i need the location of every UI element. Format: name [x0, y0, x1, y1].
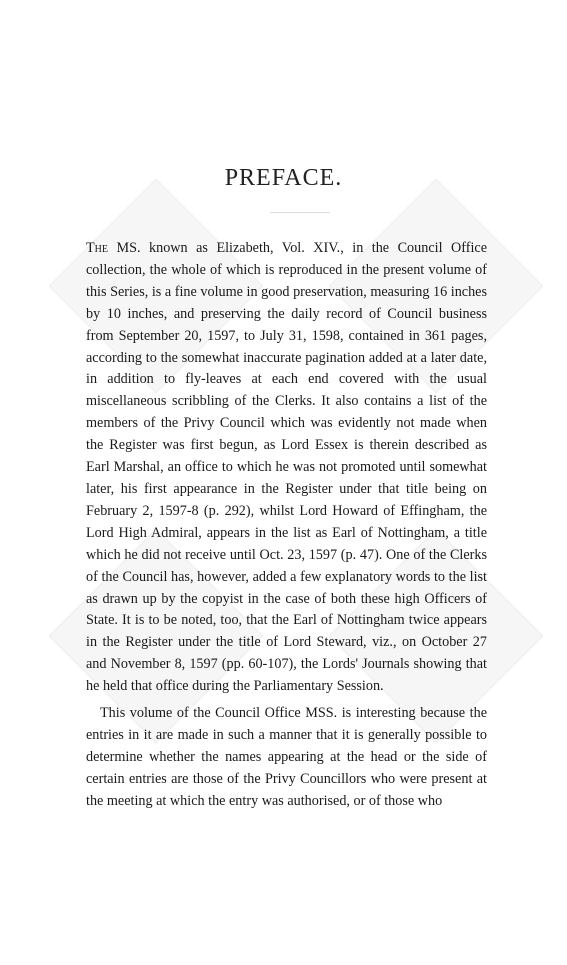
paragraph: [86, 703, 487, 813]
paragraph-lead-word: The: [86, 240, 108, 256]
paragraph: [86, 238, 487, 698]
title-divider: [270, 212, 330, 213]
paragraph-text: This volume of the Council Office MSS. is interesting because the entries in it are made in such a manner that it is generally possible to determine whether the names appearing at the head or the side of certain entries are those of the Privy Councillors who were present at the meeting at which the entry was authorised, or of those who: [86, 705, 487, 809]
body-text: [86, 238, 487, 813]
page-title: PREFACE.: [224, 165, 343, 191]
paragraph-text: MS. known as Elizabeth, Vol. XIV., in the Council Office collection, the whole of which is reproduced in the present volume of this Series, is a fine volume in good preservation, measuring 16 inches by 10 inches, and preserving the daily record of Council business from September 20, 1597, to July 31, 1598, contained in 361 pages, according to the somewhat inaccurate pagination added at a later date, in addition to fly-leaves at each end covered with the usual miscellaneous scribbling of the Clerks. It also contains a list of the members of the Privy Council which was evidently not made when the Register was first begun, as Lord Essex is therein described as Earl Marshal, an office to which he was not promoted until somewhat later, his first appearance in the Register under that title being on February 2, 1597-8 (p. 292), whilst Lord Howard of Effingham, the Lord High Admiral, appears in the list as Earl of Nottingham, a title which he did not receive until Oct. 23, 1597 (p. 47). One of the Clerks of the Council has, however, added a few explanatory words to the list as drawn up by the copyist in the case of both these high Officers of State. It is to be noted, too, that the Earl of Nottingham twice appears in the Register under the title of Lord Steward, viz., on October 27 and November 8, 1597 (pp. 60-107), the Lords' Journals showing that he held that office during the Parliamentary Session.: [86, 240, 487, 695]
